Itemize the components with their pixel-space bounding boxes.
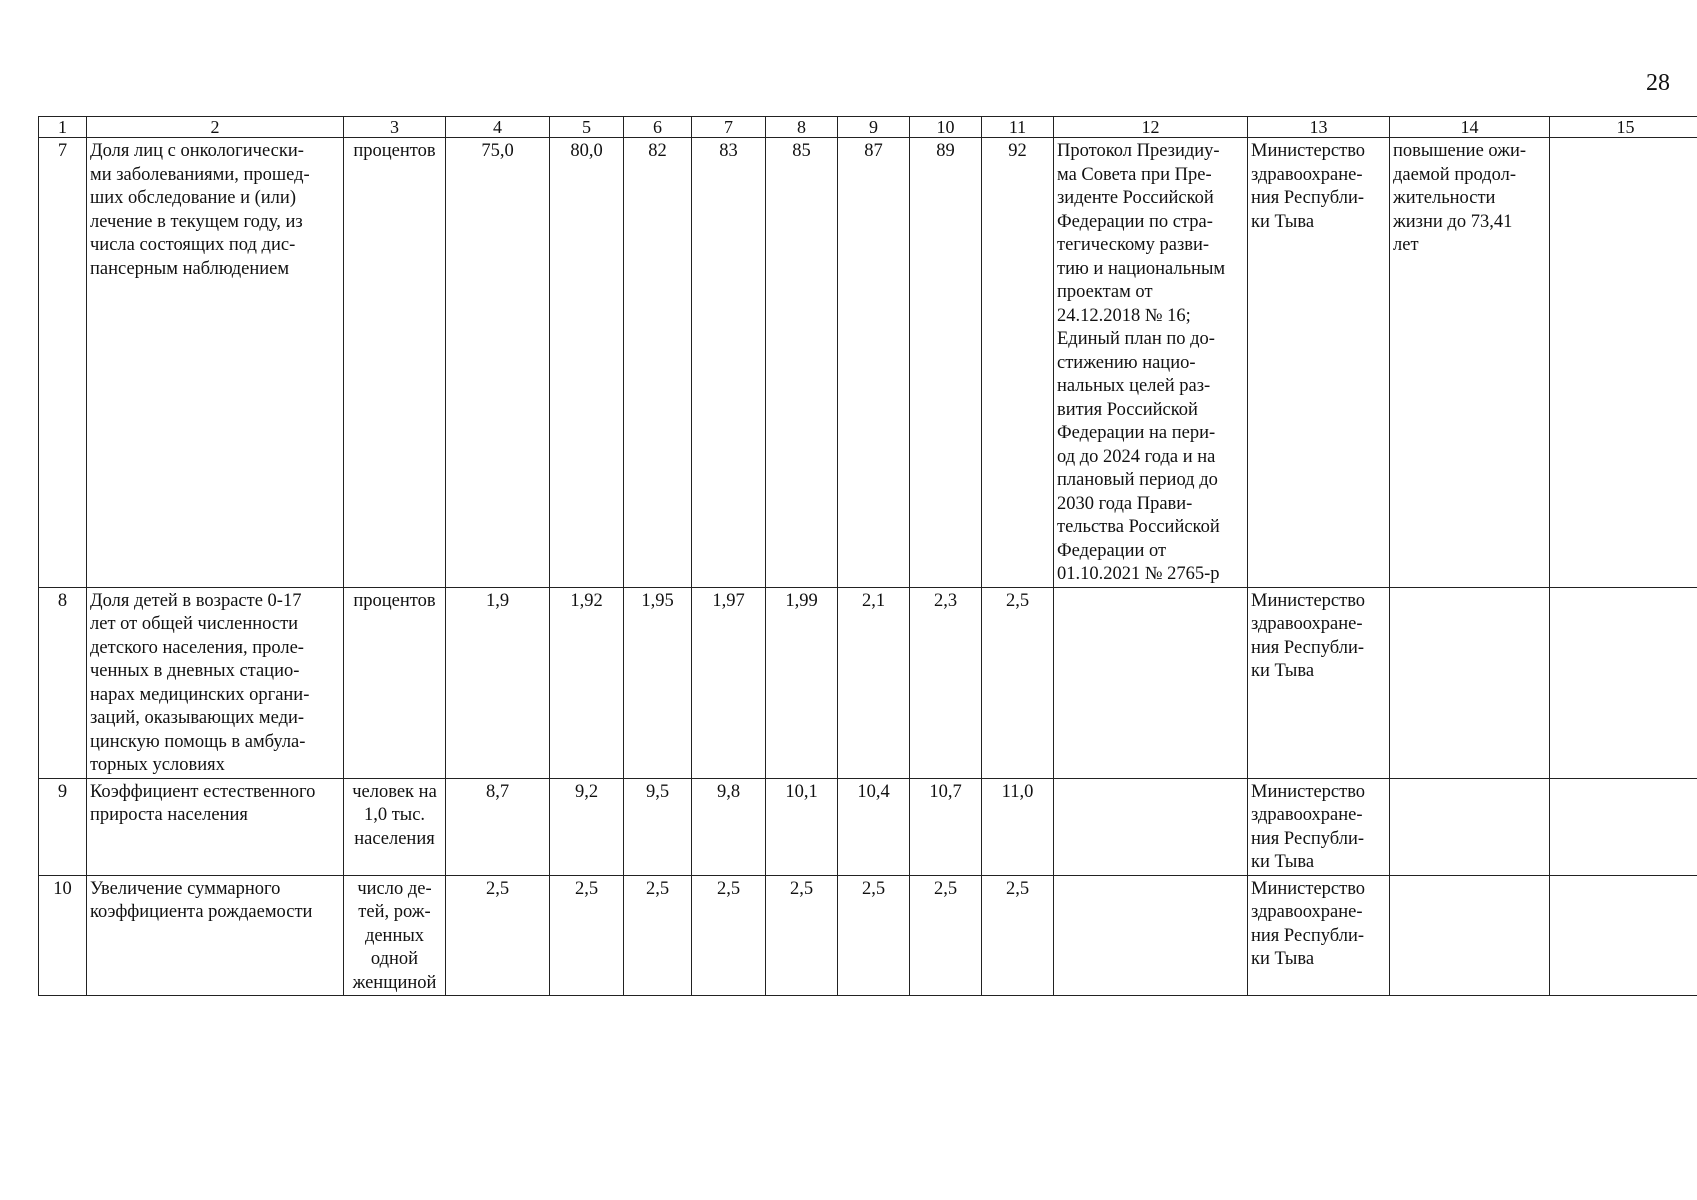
column-number: 7 xyxy=(692,117,766,138)
expected-result: повышение ожи- даемой продол- жительности жизни до 73,41 лет xyxy=(1390,138,1550,588)
value-cell: 75,0 xyxy=(446,138,550,588)
value-cell: 2,5 xyxy=(766,875,838,996)
expected-result xyxy=(1390,587,1550,778)
indicator-name: Доля лиц с онкологически- ми заболеваниями, прошед- ших обследование и (или) лечение в текущем году, из числа состоящих под дис- пансерным наблюдением xyxy=(87,138,344,588)
value-cell: 1,97 xyxy=(692,587,766,778)
value-cell: 9,5 xyxy=(624,778,692,875)
column-number: 13 xyxy=(1248,117,1390,138)
value-cell: 2,5 xyxy=(624,875,692,996)
column-number: 2 xyxy=(87,117,344,138)
document-reference xyxy=(1054,587,1248,778)
unit-cell: число де- тей, рож- денных одной женщиной xyxy=(344,875,446,996)
row-number: 9 xyxy=(39,778,87,875)
value-cell: 1,92 xyxy=(550,587,624,778)
value-cell: 8,7 xyxy=(446,778,550,875)
column-number: 1 xyxy=(39,117,87,138)
column-number: 5 xyxy=(550,117,624,138)
value-cell: 87 xyxy=(838,138,910,588)
responsible-body: Министерство здравоохране- ния Республи- ки Тыва xyxy=(1248,778,1390,875)
value-cell: 11,0 xyxy=(982,778,1054,875)
column-number: 15 xyxy=(1550,117,1697,138)
value-cell: 85 xyxy=(766,138,838,588)
document-reference: Протокол Президиу- ма Совета при Пре- зиденте Российской Федерации по стра- тегическому разви- тию и национальным проектам от 24.12.2018 № 16; Единый план по до- стижению нацио- нальных целей раз- вития Российской Федерации на пери- од до 2024 года и на плановый период до 2030 года Прави- тельства Российской Федерации от 01.10.2021 № 2765-р xyxy=(1054,138,1248,588)
document-reference xyxy=(1054,875,1248,996)
value-cell: 2,5 xyxy=(982,587,1054,778)
column-number: 14 xyxy=(1390,117,1550,138)
value-cell: 10,1 xyxy=(766,778,838,875)
value-cell: 9,2 xyxy=(550,778,624,875)
value-cell: 1,99 xyxy=(766,587,838,778)
column-number: 12 xyxy=(1054,117,1248,138)
value-cell: 10,4 xyxy=(838,778,910,875)
table-row xyxy=(39,138,1697,588)
value-cell: 2,3 xyxy=(910,587,982,778)
column-number: 9 xyxy=(838,117,910,138)
indicator-name: Увеличение суммарного коэффициента рождаемости xyxy=(87,875,344,996)
column-number: 10 xyxy=(910,117,982,138)
expected-result xyxy=(1390,778,1550,875)
indicator-name: Доля детей в возрасте 0-17 лет от общей численности детского населения, проле- ченных в дневных стацио- нарах медицинских органи- заций, оказывающих меди- цинскую помощь в амбула- торных условиях xyxy=(87,587,344,778)
expected-result xyxy=(1390,875,1550,996)
value-cell: 1,9 xyxy=(446,587,550,778)
unit-cell: человек на 1,0 тыс. населения xyxy=(344,778,446,875)
unit-cell: процентов xyxy=(344,587,446,778)
column-number: 11 xyxy=(982,117,1054,138)
value-cell: 2,5 xyxy=(692,875,766,996)
table-row xyxy=(39,778,1697,875)
value-cell: 10,7 xyxy=(910,778,982,875)
responsible-body: Министерство здравоохране- ния Республи- ки Тыва xyxy=(1248,587,1390,778)
responsible-body: Министерство здравоохране- ния Республи- ки Тыва xyxy=(1248,138,1390,588)
value-cell: 2,5 xyxy=(982,875,1054,996)
value-cell: 82 xyxy=(624,138,692,588)
value-cell: 83 xyxy=(692,138,766,588)
indicators-table xyxy=(38,116,1697,996)
table-header-row xyxy=(39,117,1697,138)
value-cell: 92 xyxy=(982,138,1054,588)
document-reference xyxy=(1054,778,1248,875)
row-number: 10 xyxy=(39,875,87,996)
table-row xyxy=(39,875,1697,996)
value-cell: 2,5 xyxy=(838,875,910,996)
value-cell: 9,8 xyxy=(692,778,766,875)
page-number: 28 xyxy=(1646,70,1670,96)
unit-cell: процентов xyxy=(344,138,446,588)
value-cell: 1,95 xyxy=(624,587,692,778)
column-number: 3 xyxy=(344,117,446,138)
row-number: 8 xyxy=(39,587,87,778)
value-cell: 89 xyxy=(910,138,982,588)
value-cell: 2,5 xyxy=(550,875,624,996)
value-cell: 2,5 xyxy=(910,875,982,996)
empty-cell xyxy=(1550,778,1697,875)
responsible-body: Министерство здравоохране- ния Республи- ки Тыва xyxy=(1248,875,1390,996)
value-cell: 80,0 xyxy=(550,138,624,588)
empty-cell xyxy=(1550,875,1697,996)
value-cell: 2,1 xyxy=(838,587,910,778)
column-number: 6 xyxy=(624,117,692,138)
empty-cell xyxy=(1550,587,1697,778)
column-number: 4 xyxy=(446,117,550,138)
row-number: 7 xyxy=(39,138,87,588)
column-number: 8 xyxy=(766,117,838,138)
indicator-name: Коэффициент естественного прироста населения xyxy=(87,778,344,875)
value-cell: 2,5 xyxy=(446,875,550,996)
empty-cell xyxy=(1550,138,1697,588)
table-row xyxy=(39,587,1697,778)
